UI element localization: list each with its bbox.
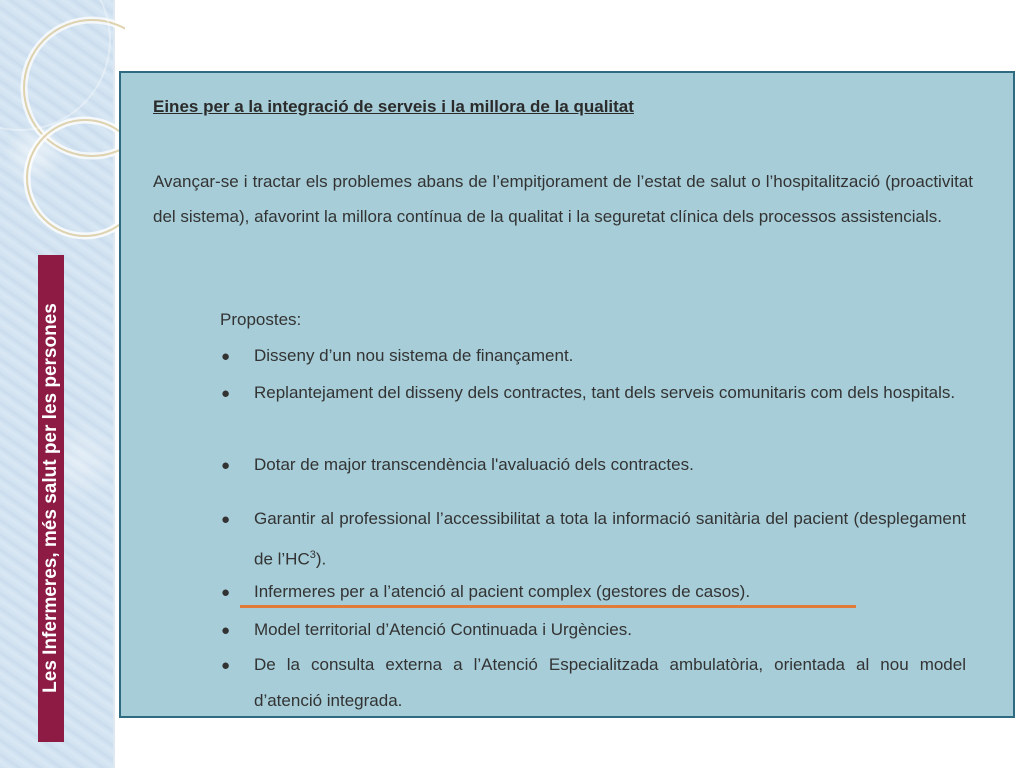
proposals-label: Propostes: bbox=[220, 310, 302, 329]
proposal-item: Model territorial d’Atenció Continuada i Urgències. bbox=[254, 620, 632, 639]
intro-paragraph: Avançar-se i tractar els problemes abans de l’empitjorament de l’estat de salut o l’hospitalització (proactivitat del sistema), afavorint la millora contínua de la qualitat i la seguretat clínica dels processos assistencials. bbox=[153, 172, 973, 226]
bullet-icon: ● bbox=[221, 385, 231, 402]
bullet-icon: ● bbox=[221, 511, 231, 528]
bullet-icon: ● bbox=[221, 622, 231, 639]
decorative-rings bbox=[0, 0, 125, 260]
proposal-item: Disseny d’un nou sistema de finançament. bbox=[254, 346, 574, 365]
proposal-item: De la consulta externa a l’Atenció Especialitzada ambulatòria, orientada al nou model d’atenció integrada. bbox=[254, 655, 966, 710]
proposal-item-suffix: ). bbox=[315, 549, 327, 569]
proposal-item-text: Garantir al professional l’accessibilitat a tota la informació sanitària del pacient (desplegament de l’HC bbox=[254, 509, 966, 569]
proposal-item: Replantejament del disseny dels contractes, tant dels serveis comunitaris com dels hospitals. bbox=[254, 383, 956, 402]
proposal-item: Dotar de major transcendència l'avaluació dels contractes. bbox=[254, 455, 694, 474]
bullet-icon: ● bbox=[221, 657, 231, 674]
side-banner-text: Les Infermeres, més salut per les persones bbox=[40, 303, 61, 693]
proposal-item bbox=[254, 501, 966, 578]
bullet-icon: ● bbox=[221, 584, 231, 601]
highlight-underline bbox=[240, 605, 856, 608]
proposal-item-highlighted: Infermeres per a l’atenció al pacient complex (gestores de casos). bbox=[254, 582, 751, 601]
bullet-icon: ● bbox=[221, 457, 231, 474]
bullet-icon: ● bbox=[221, 348, 231, 365]
slide-heading: Eines per a la integració de serveis i la millora de la qualitat bbox=[153, 97, 634, 116]
superscript: 3 bbox=[309, 549, 316, 561]
